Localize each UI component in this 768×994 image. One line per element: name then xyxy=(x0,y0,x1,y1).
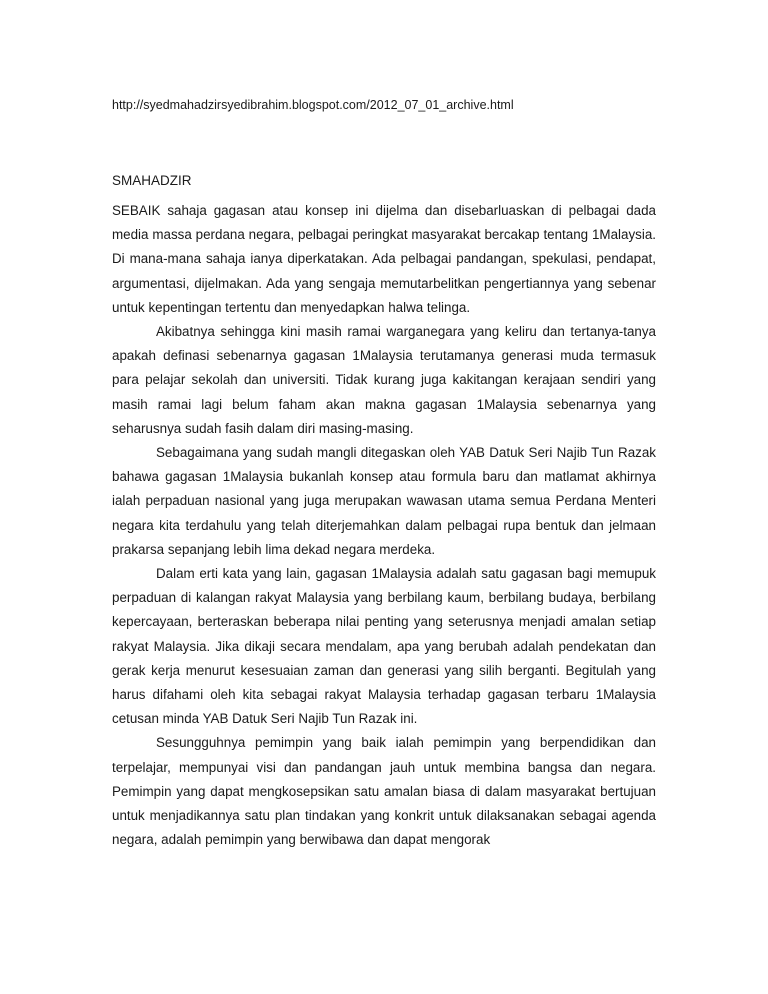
paragraph-2: Akibatnya sehingga kini masih ramai warganegara yang keliru dan tertanya-tanya apakah definasi sebenarnya gagasan 1Malaysia terutamanya generasi muda termasuk para pelajar sekolah dan universiti. Tidak kurang juga kakitangan kerajaan sendiri yang masih ramai lagi belum faham akan makna gagasan 1Malaysia sebenarnya yang seharusnya sudah fasih dalam diri masing-masing. xyxy=(112,324,656,436)
author-name: SMAHADZIR xyxy=(112,173,192,188)
paragraph-5: Sesungguhnya pemimpin yang baik ialah pemimpin yang berpendidikan dan terpelajar, mempunyai visi dan pandangan jauh untuk membina bangsa dan negara. Pemimpin yang dapat mengkosepsikan satu amalan biasa di dalam masyarakat bertujuan untuk menjadikannya satu plan tindakan yang konkrit untuk dilaksanakan sebagai agenda negara, adalah pemimpin yang berwibawa dan dapat mengorak xyxy=(112,735,656,848)
paragraph-1: SEBAIK sahaja gagasan atau konsep ini dijelma dan disebarluaskan di pelbagai dada media massa perdana negara, pelbagai peringkat masyarakat bercakap tentang 1Malaysia. Di mana-mana sahaja ianya diperkatakan. Ada pelbagai pandangan, spekulasi, pendapat, argumentasi, dijelmakan. Ada yang sengaja memutarbelitkan pengertiannya yang sebenar untuk kepentingan tertentu dan menyedapkan halwa telinga. xyxy=(112,203,656,315)
paragraph-3: Sebagaimana yang sudah mangli ditegaskan oleh YAB Datuk Seri Najib Tun Razak bahawa gagasan 1Malaysia bukanlah konsep atau formula baru dan matlamat akhirnya ialah perpaduan nasional yang juga merupakan wawasan utama semua Perdana Menteri negara kita terdahulu yang telah diterjemahkan dalam pelbagai rupa bentuk dan jelmaan prakarsa sepanjang lebih lima dekad negara merdeka. xyxy=(112,445,656,557)
article-body xyxy=(112,199,656,852)
source-url: http://syedmahadzirsyedibrahim.blogspot.com/2012_07_01_archive.html xyxy=(112,98,514,112)
paragraph-4: Dalam erti kata yang lain, gagasan 1Malaysia adalah satu gagasan bagi memupuk perpaduan di kalangan rakyat Malaysia yang berbilang kaum, berbilang budaya, berbilang kepercayaan, berteraskan beberapa nilai penting yang seterusnya menjadi amalan setiap rakyat Malaysia. Jika dikaji secara mendalam, apa yang berubah adalah pendekatan dan gerak kerja menurut kesesuaian zaman dan generasi yang silih berganti. Begitulah yang harus difahami oleh kita sebagai rakyat Malaysia terhadap gagasan terbaru 1Malaysia cetusan minda YAB Datuk Seri Najib Tun Razak ini. xyxy=(112,566,656,727)
